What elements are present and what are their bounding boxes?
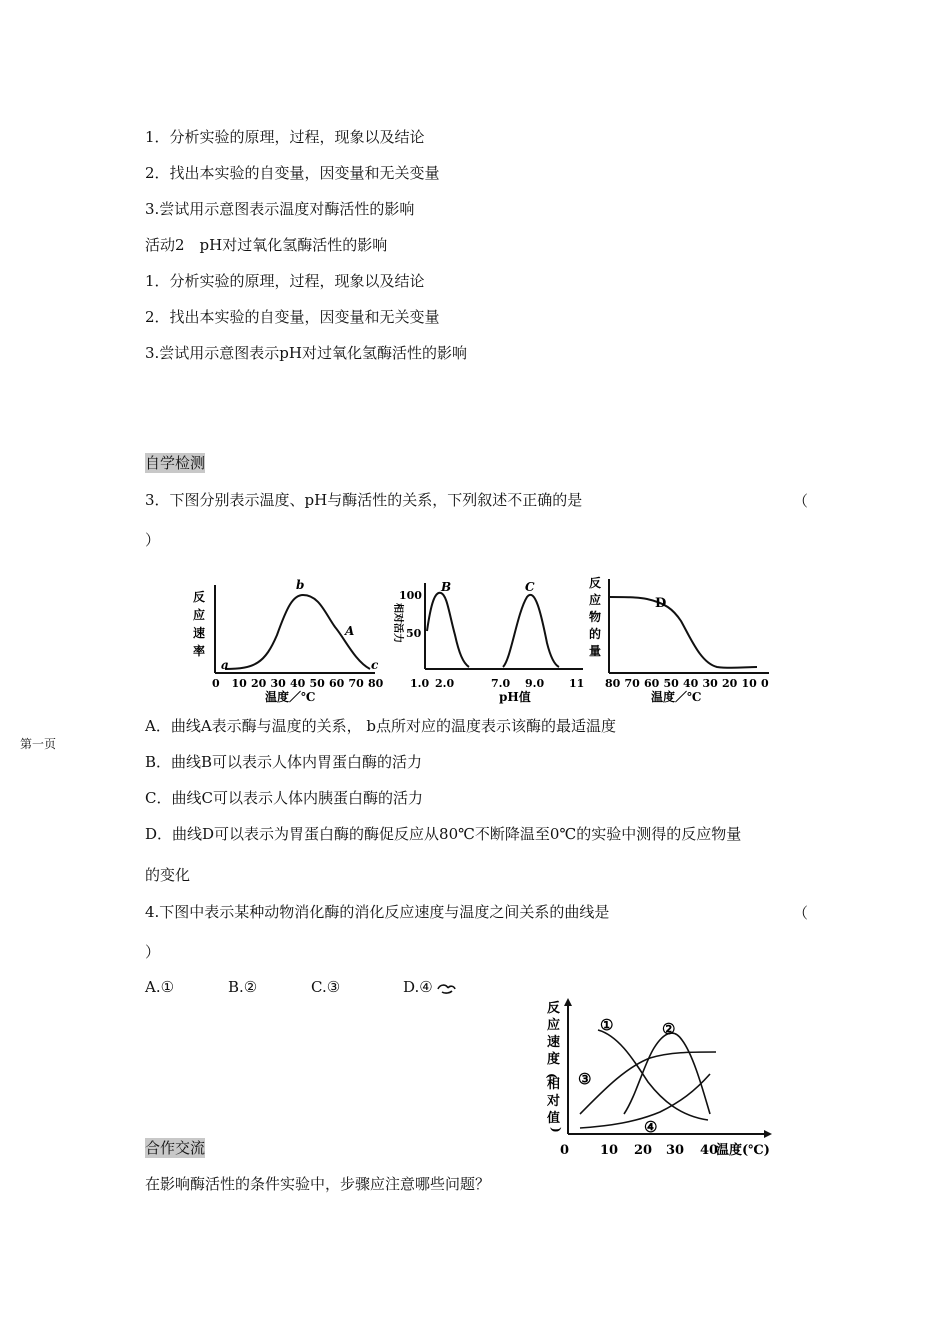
chart1-ylabel-1: 反 <box>193 590 206 604</box>
chart1-tick-0: 0 <box>212 677 220 690</box>
chart1-point-c: c <box>371 658 379 672</box>
q4-tick-0: 0 <box>560 1143 570 1158</box>
q3-option-d: D．曲线D可以表示为胃蛋白酶的酶促反应从80℃不断降温至0℃的实验中测得的反应物量 <box>145 825 742 843</box>
q4-label-2: ② <box>662 1020 676 1038</box>
chart1-tick-7: 70 <box>348 677 364 690</box>
chart1-tick-8: 80 <box>368 677 384 690</box>
activity1-item-1: 1．分析实验的原理，过程，现象以及结论 <box>145 128 425 146</box>
chart1-xlabel: 温度／℃ <box>265 690 316 704</box>
q4-ylabel-5: ( <box>545 1073 559 1079</box>
margin-mark: 第一页 <box>20 737 57 751</box>
chart3-ylabel-1: 反 <box>589 576 602 590</box>
q4-paren-close: ） <box>145 943 161 961</box>
chart2-y50: 50 <box>406 627 422 640</box>
chart2-tick-0: 1.0 <box>410 677 430 690</box>
chart1-ylabel-4: 率 <box>193 644 206 658</box>
cooperation-question: 在影响酶活性的条件实验中，步骤应注意哪些问题？ <box>145 1175 491 1193</box>
q3-option-c: C．曲线C可以表示人体内胰蛋白酶的活力 <box>145 789 423 807</box>
chart3-label-d: D <box>655 596 667 611</box>
q4-tick-3: 30 <box>666 1143 685 1158</box>
q3-paren-close: ） <box>145 531 161 549</box>
q4-option-b: B.② <box>228 978 258 996</box>
chart1-point-b: b <box>296 578 305 592</box>
q4-curve-1 <box>598 1030 708 1120</box>
chart3-tick-6: 20 <box>722 677 738 690</box>
q4-label-4: ④ <box>644 1118 658 1136</box>
chart1-temperature-rate <box>193 578 384 704</box>
chart3-tick-7: 10 <box>741 677 757 690</box>
chart3-ylabel-5: 量 <box>589 644 602 658</box>
chart1-tick-1: 10 <box>231 677 247 690</box>
q4-x-arrow-icon <box>764 1130 772 1138</box>
chart1-ylabel-2: 应 <box>193 608 206 622</box>
q4-ylabel-6: 相 <box>547 1077 561 1092</box>
chart3-tick-4: 40 <box>683 677 699 690</box>
chart2-ylabel: 相对活力 <box>392 603 403 643</box>
chart3-tick-1: 70 <box>624 677 640 690</box>
chart2-tick-3: 9.0 <box>525 677 545 690</box>
chart3-ylabel-3: 物 <box>589 610 602 624</box>
activity1-item-2: 2．找出本实验的自变量，因变量和无关变量 <box>145 164 440 182</box>
q3-paren-open: （ <box>793 492 809 510</box>
chart3-ylabel-4: 的 <box>589 627 602 641</box>
chart3-tick-5: 30 <box>702 677 718 690</box>
activity2-title: 活动2 pH对过氧化氢酶活性的影响 <box>145 236 388 254</box>
chart2-tick-2: 7.0 <box>491 677 511 690</box>
q4-tick-2: 20 <box>634 1143 653 1158</box>
q3-option-a: A．曲线A表示酶与温度的关系， b点所对应的温度表示该酶的最适温度 <box>145 717 617 735</box>
q4-tick-1: 10 <box>600 1143 619 1158</box>
q3-option-d-cont: 的变化 <box>145 866 191 884</box>
chart1-tick-2: 20 <box>251 677 267 690</box>
chart1-curve-label: A <box>345 624 355 638</box>
q4-option-a: A.① <box>145 978 175 996</box>
q4-option-c: C.③ <box>311 978 341 996</box>
chart1-tick-6: 60 <box>329 677 345 690</box>
q4-paren-open: （ <box>793 904 809 922</box>
chart2-tick-4: 11 <box>569 677 585 690</box>
chart3-reactant-amount <box>589 575 769 704</box>
chart2-label-c: C <box>525 580 535 594</box>
q4-stem: 4.下图中表示某种动物消化酶的消化反应速度与温度之间关系的曲线是 <box>145 903 610 921</box>
q4-xlabel: 温度(℃) <box>716 1143 770 1158</box>
activity2-item-3: 3.尝试用示意图表示pH对过氧化氢酶活性的影响 <box>145 344 467 362</box>
q4-ylabel-3: 速 <box>547 1035 561 1050</box>
chart1-tick-4: 40 <box>290 677 306 690</box>
activity2-item-1: 1．分析实验的原理，过程，现象以及结论 <box>145 272 425 290</box>
q4-label-1: ① <box>600 1016 614 1034</box>
q3-stem: 3．下图分别表示温度、pH与酶活性的关系，下列叙述不正确的是 <box>145 491 583 509</box>
chart3-tick-8: 0 <box>761 677 769 690</box>
cooperation-heading: 合作交流 <box>145 1139 206 1157</box>
self-check-heading: 自学检测 <box>145 454 206 472</box>
chart3-curve-d <box>609 597 757 668</box>
chart1-tick-3: 30 <box>270 677 286 690</box>
q4-ylabel-7: 对 <box>547 1094 561 1109</box>
q4-label-3: ③ <box>578 1070 592 1088</box>
q4-ylabel-8: 值 <box>547 1111 561 1126</box>
chart3-tick-3: 50 <box>663 677 679 690</box>
chart1-point-a: a <box>221 658 229 672</box>
chart3-ylabel-2: 应 <box>589 593 602 607</box>
chart2-label-b: B <box>441 580 452 594</box>
chart2-xlabel: pH值 <box>499 690 531 704</box>
q4-y-arrow-icon <box>564 998 572 1006</box>
activity1-item-3: 3.尝试用示意图表示温度对酶活性的影响 <box>145 200 415 218</box>
q4-ylabel-2: 应 <box>547 1018 561 1033</box>
chart3-tick-0: 80 <box>605 677 621 690</box>
chart3-tick-2: 60 <box>644 677 660 690</box>
q4-option-d: D.④ <box>403 978 433 996</box>
chart1-tick-5: 50 <box>309 677 325 690</box>
q3-figure <box>185 573 775 708</box>
chart2-y100: 100 <box>399 589 422 602</box>
q4-ylabel-4: 度 <box>547 1052 561 1067</box>
q4-ylabel-9: ) <box>549 1127 563 1133</box>
chart2-curve-c <box>503 595 559 667</box>
chart3-xlabel: 温度／℃ <box>651 690 702 704</box>
q3-option-b: B．曲线B可以表示人体内胃蛋白酶的活力 <box>145 753 423 771</box>
activity2-item-2: 2．找出本实验的自变量，因变量和无关变量 <box>145 308 440 326</box>
q4-figure <box>540 996 790 1158</box>
chart2-curve-b <box>427 593 469 667</box>
chart2-tick-1: 2.0 <box>435 677 455 690</box>
chart1-ylabel-3: 速 <box>193 626 206 640</box>
chart2-ph-activity <box>392 580 584 704</box>
q4-tick-4: 40 <box>700 1143 719 1158</box>
small-mark-icon <box>436 981 458 997</box>
q4-ylabel-1: 反 <box>547 1001 561 1016</box>
